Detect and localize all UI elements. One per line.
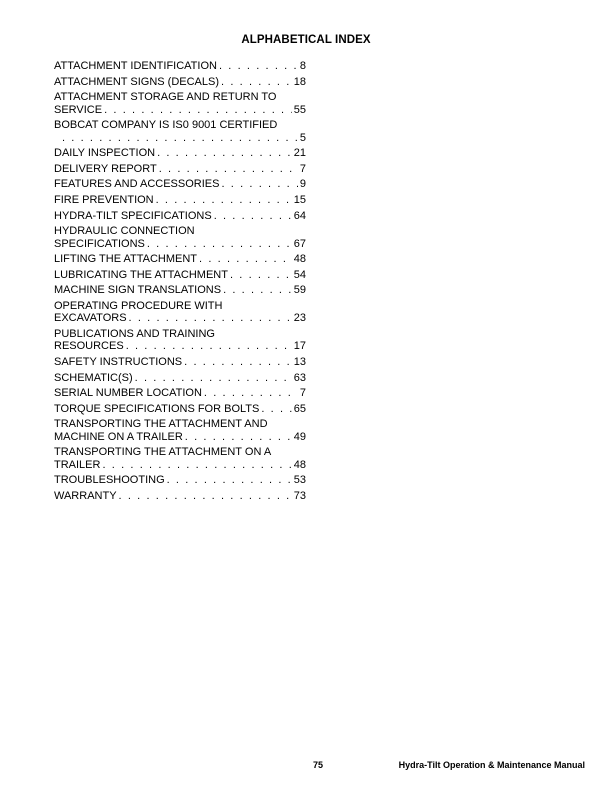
index-entry[interactable] <box>54 372 306 384</box>
index-entry-page: 7 <box>299 162 306 175</box>
index-entry-page: 59 <box>293 284 306 297</box>
index-entry-text: LUBRICATING THE ATTACHMENT <box>54 268 228 281</box>
dot-leader <box>104 104 292 116</box>
index-entry-last-line <box>54 431 306 443</box>
index-entry[interactable] <box>54 119 306 144</box>
index-entry-text: TRANSPORTING THE ATTACHMENT AND <box>54 418 268 431</box>
index-entry[interactable] <box>54 403 306 415</box>
index-entry[interactable] <box>54 60 306 72</box>
index-entry-last-line <box>54 104 306 116</box>
dot-leader <box>221 76 292 88</box>
index-entry-text: TROUBLESHOOTING <box>54 474 165 487</box>
dot-leader <box>129 312 292 324</box>
index-list <box>54 60 306 506</box>
index-entry-page: 54 <box>293 268 306 281</box>
index-entry-last-line <box>54 490 306 502</box>
index-entry-page: 5 <box>299 131 306 144</box>
dot-leader <box>157 147 292 159</box>
dot-leader <box>261 403 291 415</box>
index-entry-text: TORQUE SPECIFICATIONS FOR BOLTS <box>54 402 260 415</box>
index-entry-text: OPERATING PROCEDURE WITH <box>54 299 223 312</box>
index-entry-text: PUBLICATIONS AND TRAINING <box>54 327 215 340</box>
index-entry-last-line <box>54 210 306 222</box>
index-entry[interactable] <box>54 210 306 222</box>
index-entry-page: 7 <box>299 387 306 400</box>
dot-leader <box>102 459 291 471</box>
index-entry-text: FIRE PREVENTION <box>54 193 154 206</box>
footer-page-number: 75 <box>313 760 324 770</box>
index-entry-text: SERVICE <box>54 103 103 116</box>
index-entry-last-line <box>54 238 306 250</box>
index-entry[interactable] <box>54 300 306 325</box>
index-entry[interactable] <box>54 418 306 443</box>
index-entry-page: 64 <box>293 209 306 222</box>
dot-leader <box>223 284 292 296</box>
index-entry-text: ATTACHMENT IDENTIFICATION <box>54 60 217 72</box>
index-entry-text: SCHEMATIC(S) <box>54 371 133 384</box>
index-entry[interactable] <box>54 76 306 88</box>
dot-leader <box>135 372 292 384</box>
index-entry[interactable] <box>54 253 306 265</box>
index-entry-last-line <box>54 269 306 281</box>
index-entry[interactable] <box>54 446 306 471</box>
index-entry-page: 21 <box>293 147 306 160</box>
index-entry[interactable] <box>54 147 306 159</box>
index-entry-text: SERIAL NUMBER LOCATION <box>54 387 202 400</box>
index-entry-last-line <box>54 178 306 190</box>
index-entry-page: 67 <box>293 237 306 250</box>
index-entry-page: 49 <box>293 430 306 443</box>
index-entry-page: 48 <box>293 458 306 471</box>
index-entry-text: LIFTING THE ATTACHMENT <box>54 253 198 266</box>
index-entry-text: RESOURCES <box>54 340 124 353</box>
index-entry[interactable] <box>54 284 306 296</box>
index-entry-text: HYDRAULIC CONNECTION <box>54 225 195 238</box>
index-entry-text: MACHINE ON A TRAILER <box>54 430 183 443</box>
index-entry-last-line <box>54 194 306 206</box>
dot-leader <box>119 490 292 502</box>
index-entry-last-line <box>54 474 306 486</box>
index-entry[interactable] <box>54 225 306 250</box>
dot-leader <box>214 210 292 222</box>
index-entry-last-line <box>54 356 306 368</box>
index-entry-page: 15 <box>293 193 306 206</box>
index-entry-text: HYDRA-TILT SPECIFICATIONS <box>54 209 212 222</box>
index-entry[interactable] <box>54 490 306 502</box>
index-entry-text: DELIVERY REPORT <box>54 162 157 175</box>
dot-leader <box>230 269 292 281</box>
dot-leader <box>219 60 298 72</box>
dot-leader <box>199 253 292 265</box>
index-entry-text: SPECIFICATIONS <box>54 237 145 250</box>
index-entry-last-line <box>54 459 306 471</box>
index-entry[interactable] <box>54 163 306 175</box>
index-entry[interactable] <box>54 269 306 281</box>
footer-manual-title: Hydra-Tilt Operation & Maintenance Manual <box>398 760 585 770</box>
index-entry-page: 63 <box>293 371 306 384</box>
dot-leader <box>147 238 292 250</box>
index-entry-page: 17 <box>293 340 306 353</box>
dot-leader <box>156 194 292 206</box>
index-entry-text: ATTACHMENT SIGNS (DECALS) <box>54 75 220 88</box>
index-entry-last-line <box>54 147 306 159</box>
index-entry-last-line <box>54 372 306 384</box>
index-entry[interactable] <box>54 91 306 116</box>
dot-leader <box>204 387 298 399</box>
index-entry[interactable] <box>54 387 306 399</box>
index-entry-text: TRAILER <box>54 458 101 471</box>
index-entry-text: EXCAVATORS <box>54 312 127 325</box>
index-entry-page: 18 <box>293 75 306 88</box>
index-entry-page: 9 <box>299 178 306 191</box>
index-entry-last-line <box>54 163 306 175</box>
dot-leader <box>221 178 297 190</box>
dot-leader <box>126 340 292 352</box>
index-entry-text: WARRANTY <box>54 489 117 502</box>
index-entry-last-line <box>54 340 306 352</box>
dot-leader <box>185 431 292 443</box>
index-entry-page: 53 <box>293 474 306 487</box>
index-entry[interactable] <box>54 328 306 353</box>
index-entry-text: BOBCAT COMPANY IS IS0 9001 CERTIFIED <box>54 119 278 132</box>
page-title: ALPHABETICAL INDEX <box>241 34 371 46</box>
index-entry-last-line <box>54 312 306 324</box>
index-entry-last-line <box>54 253 306 265</box>
index-entry-last-line <box>54 284 306 296</box>
index-entry-text: TRANSPORTING THE ATTACHMENT ON A <box>54 446 272 459</box>
index-entry-last-line <box>54 76 306 88</box>
index-entry-text: ATTACHMENT STORAGE AND RETURN TO <box>54 91 277 104</box>
index-entry-page: 23 <box>293 312 306 325</box>
index-entry-last-line <box>54 60 306 72</box>
index-entry-page: 8 <box>299 60 306 72</box>
index-entry-last-line <box>54 387 306 399</box>
index-entry-text: SAFETY INSTRUCTIONS <box>54 355 183 368</box>
index-entry[interactable] <box>54 194 306 206</box>
dot-leader <box>159 163 298 175</box>
index-entry-text: DAILY INSPECTION <box>54 147 156 160</box>
index-entry-page: 48 <box>293 253 306 266</box>
index-entry-page: 55 <box>293 103 306 116</box>
dot-leader <box>167 474 292 486</box>
index-entry-page: 13 <box>293 355 306 368</box>
index-entry-page: 65 <box>293 402 306 415</box>
dot-leader <box>62 132 298 144</box>
index-entry-page: 73 <box>293 489 306 502</box>
index-entry-text: FEATURES AND ACCESSORIES <box>54 178 220 191</box>
index-entry[interactable] <box>54 474 306 486</box>
index-entry-last-line <box>54 132 306 144</box>
index-entry-last-line <box>54 403 306 415</box>
index-entry[interactable] <box>54 178 306 190</box>
dot-leader <box>184 356 292 368</box>
index-entry[interactable] <box>54 356 306 368</box>
index-entry-text: MACHINE SIGN TRANSLATIONS <box>54 284 222 297</box>
